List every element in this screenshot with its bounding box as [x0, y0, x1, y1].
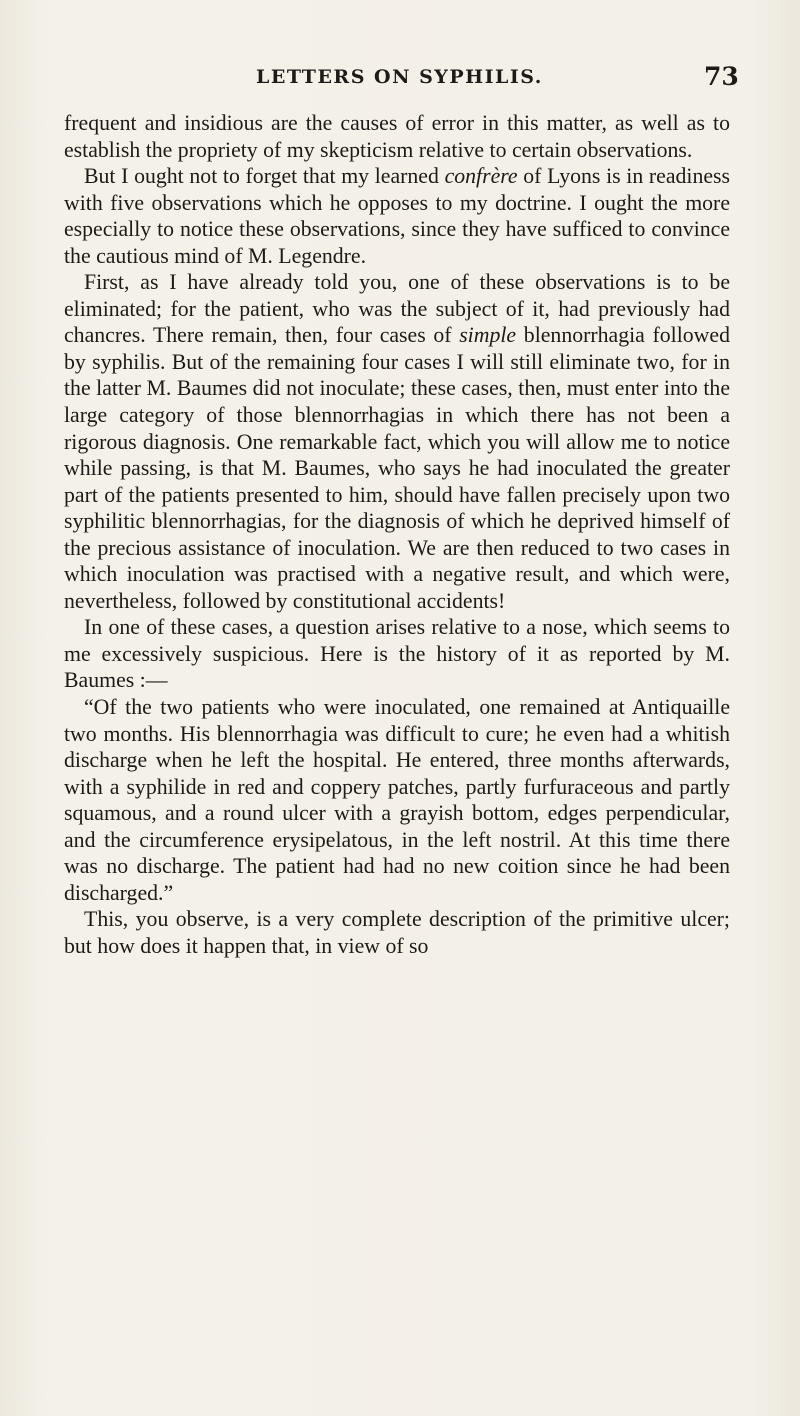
paragraph-1: [64, 110, 730, 163]
paragraph-text: First, as I have already told you, one of these observations is to be eliminated; for the patient, who was the subject of it, had previously had chancres. There remain, then, four cases of: [64, 270, 730, 348]
paragraph-text: frequent and insidious are the causes of error in this matter, as well as to establish the propriety of my skepticism relative to certain observations.: [64, 111, 730, 162]
paragraph-text: In one of these cases, a question arises relative to a nose, which seems to me excessively suspicious. Here is the history of it as reported by M. Baumes :—: [64, 615, 730, 693]
paragraph-text: This, you observe, is a very complete description of the primitive ulcer; but how does it happen that, in view of so: [64, 907, 730, 958]
paragraph-2: [64, 163, 730, 269]
paragraph-3: [64, 269, 730, 614]
paragraph-6: [64, 906, 730, 959]
running-title: LETTERS ON SYPHILIS.: [256, 66, 543, 88]
paragraph-text: of Lyons is in readiness with five observations which he opposes to my doctrine. I ought the more especially to notice these observations, since they have sufficed to convince the cautious mind of M. Legendre.: [64, 164, 730, 268]
paragraph-text: “Of the two patients who were inoculated, one remained at Antiquaille two months. His blennorrhagia was difficult to cure; he even had a whitish discharge when he left the hospital. He entered, three months afterwards, with a syphilide in red and coppery patches, partly furfuraceous and partly squamous, and a round ulcer with a grayish bottom, edges perpendicular, and the circumference erysipelatous, in the left nostril. At this time there was no discharge. The patient had had no new coition since he had been discharged.”: [64, 695, 730, 905]
body-text: [64, 110, 730, 960]
paragraph-text: But I ought not to forget that my learned: [84, 164, 445, 189]
running-head: [0, 62, 800, 98]
italic-term-confrere: confrère: [444, 164, 518, 189]
paragraph-text: blennorrhagia followed by syphilis. But of the remaining four cases I will still eliminate two, for in the latter M. Baumes did not inoculate; these cases, then, must enter into the large category of those blennorrhagias in which there has not been a rigorous diagnosis. One remarkable fact, which you will allow me to notice while passing, is that M. Baumes, who says he had inoculated the greater part of the patients presented to him, should have fallen precisely upon two syphilitic blennorrhagias, for the diagnosis of which he deprived himself of the precious assistance of inoculation. We are then reduced to two cases in which inoculation was practised with a negative result, and which were, nevertheless, followed by constitutional accidents!: [64, 323, 730, 613]
page-number: 73: [704, 62, 739, 91]
paragraph-4: [64, 614, 730, 694]
paragraph-5-quotation: [64, 694, 730, 906]
italic-term-simple: simple: [459, 323, 517, 348]
